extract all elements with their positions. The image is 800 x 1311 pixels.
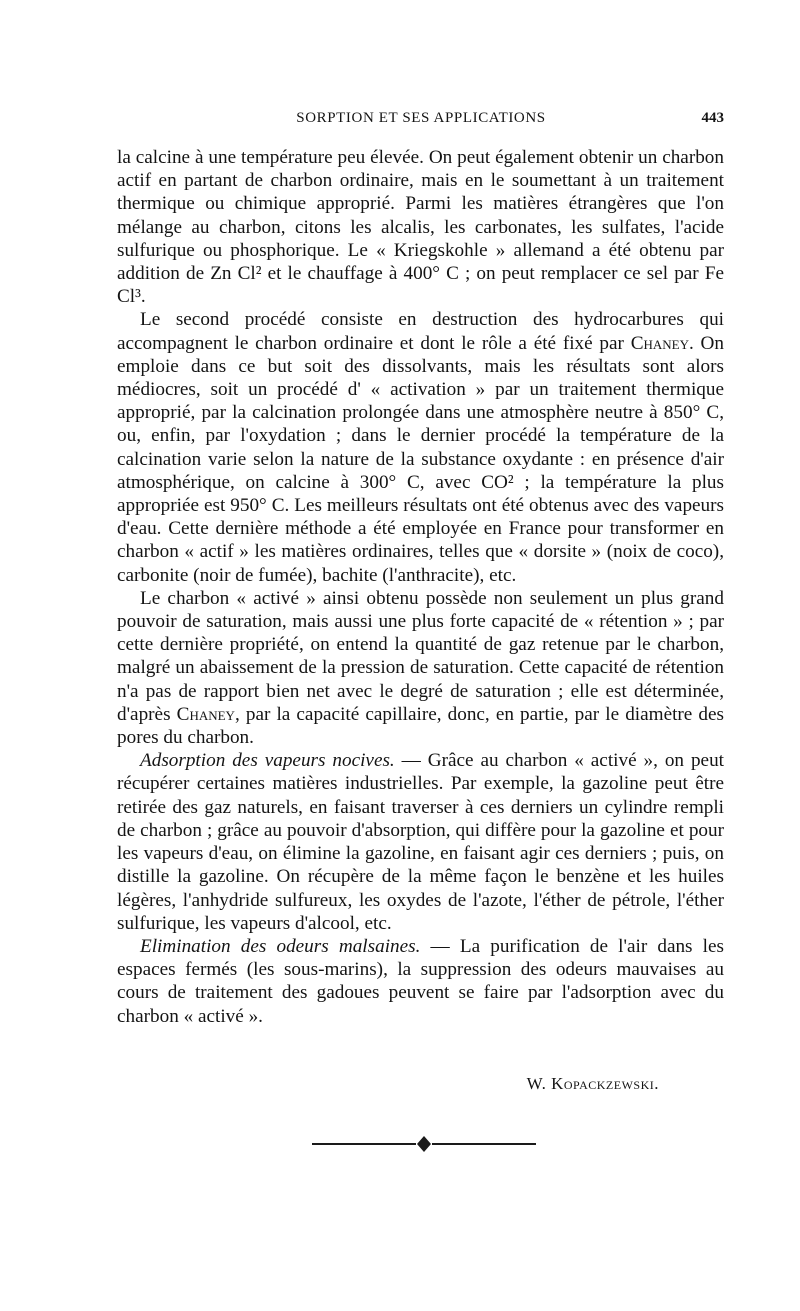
paragraph-2 — [117, 308, 724, 586]
end-ornament — [312, 1136, 536, 1152]
paragraph-3 — [117, 587, 724, 749]
paragraph-1: la calcine à une température peu élevée. On peut également obtenir un charbon actif en partant de charbon ordinaire, mais en le soumettant à un traitement thermique ou chimique approprié. Parmi les matières étrangères que l'on mélange au charbon, citons les alcalis, les carbonates, les sulfates, l'acide sulfurique ou phosphorique. Le « Kriegskohle » allemand a été obtenu par addition de Zn Cl² et le chauffage à 400° C ; on peut remplacer ce sel par Fe Cl³. — [117, 147, 724, 308]
paragraph-5-text: — La purification de l'air dans les espaces fermés (les sous-marins), la suppression des odeurs mauvaises au cours de traitement des gadoues peuvent se faire par l'adsorption avec du charbon « activé ». — [117, 935, 724, 1027]
page-number: 443 — [701, 110, 724, 126]
running-title: SORPTION ET SES APPLICATIONS — [296, 110, 546, 126]
diamond-rule-icon — [417, 1136, 431, 1152]
paragraph-5 — [117, 935, 724, 1028]
body-text — [117, 146, 724, 1028]
ornament-line-right — [432, 1143, 536, 1145]
section-heading-adsorption: Adsorption des vapeurs nocives. — [140, 750, 395, 772]
page-header — [118, 110, 724, 134]
ornament-line-left — [312, 1143, 416, 1145]
paragraph-2-text-a: Le second procédé consiste en destruction des hydrocarbures qui accompagnent le charbon ordinaire et dont le rôle a été fixé par — [117, 309, 724, 354]
author-name-chaney: Chaney — [630, 332, 689, 354]
paragraph-2-text-b: . On emploie dans ce but soit des dissolvants, mais les résultats sont alors médiocres, soit un procédé d' « activation » par un traitement thermique approprié, par la calcination prolongée dans une atmosphère neutre à 850° C, ou, enfin, par l'oxydation ; dans le dernier procédé la température de la calcination varie selon la nature de la substance oxydante : en présence d'air atmosphérique, on calcine à 300° C, avec CO² ; la température la plus appropriée est 950° C. Les meilleurs résultats ont été obtenus avec des vapeurs d'eau. Cette dernière méthode a été employée en France pour transformer en charbon « actif » les matières ordinaires, telles que « dorsite » (noix de coco), carbonite (noir de fumée), bachite (l'anthracite), etc. — [117, 332, 724, 586]
paragraph-4-text: — Grâce au charbon « activé », on peut récupérer certaines matières industrielles. Par exemple, la gazoline peut être retirée des gaz naturels, en faisant traverser à ces derniers un cylindre rempli de charbon ; grâce au pouvoir d'absorption, qui diffère pour la gazoline et pour les vapeurs d'eau, on élimine la gazoline, en faisant agir ces derniers ; puis, on distille la gazoline. On récupère de la même façon le benzène et les huiles légères, l'anhydride sulfureux, les oxydes de l'azote, l'éther de pétrole, l'éther sulfurique, les vapeurs d'alcool, etc. — [117, 750, 724, 934]
paragraph-3-text-b: , par la capacité capillaire, donc, en partie, par le diamètre des pores du charbon. — [117, 703, 724, 749]
author-name-chaney-2: Chaney — [176, 703, 235, 725]
section-heading-elimination: Elimination des odeurs malsaines. — [140, 935, 421, 957]
paragraph-4 — [117, 749, 724, 935]
paragraph-3-text-a: Le charbon « activé » ainsi obtenu possède non seulement un plus grand pouvoir de saturation, mais aussi une plus forte capacité de « rétention » ; par cette dernière propriété, on entend la quantité de gaz retenue par le charbon, malgré un abaissement de la pression de saturation. Cette capacité de rétention n'a pas de rapport bien net avec le degré de saturation ; elle est déterminée, d'après — [117, 587, 724, 725]
author-signature: W. Kopackzewski. — [526, 1074, 659, 1093]
